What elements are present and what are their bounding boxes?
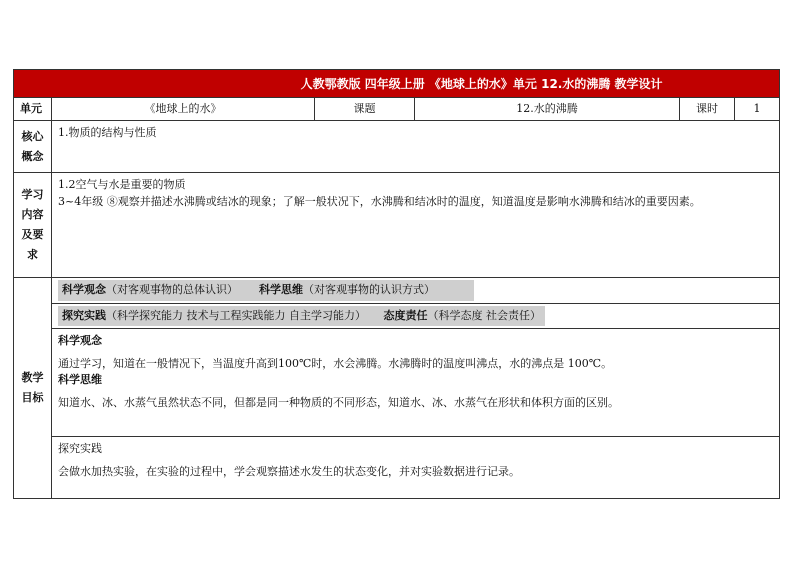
requirements-line1: 1.2空气与水是重要的物质 [58, 178, 186, 191]
goals-cell-2 [52, 437, 780, 499]
core-text: 1.物质的结构与性质 [52, 121, 780, 173]
dim-cell-2 [52, 303, 780, 329]
lesson-plan-sheet [13, 69, 779, 499]
document-title: 人教鄂教版 四年级上册 《地球上的水》单元 12.水的沸腾 教学设计 [14, 70, 780, 98]
requirements-label: 学习 内容 及要 求 [14, 173, 52, 278]
goals-label: 教学 目标 [14, 278, 52, 499]
header-row [14, 98, 780, 121]
goals-cell-1 [52, 329, 780, 437]
lesson-label: 课题 [315, 98, 415, 121]
requirements-cell [52, 173, 780, 278]
core-label: 核心 概念 [14, 121, 52, 173]
lesson-value: 12.水的沸腾 [415, 98, 680, 121]
s2-title: 科学思维 [58, 373, 102, 386]
lesson-plan-table [13, 69, 780, 499]
dim-highlight-2: 探究实践（科学探究能力 技术与工程实践能力 自主学习能力） 态度责任（科学态度 社会责任） [58, 306, 545, 327]
unit-value: 《地球上的水》 [52, 98, 315, 121]
requirements-line2: 3~4年级 ⑧观察并描述水沸腾或结冰的现象；了解一般状况下，水沸腾和结冰时的温度，知道温度是影响水沸腾和结冰的重要因素。 [58, 194, 701, 208]
s2-text: 知道水、冰、水蒸气虽然状态不同，但都是同一种物质的不同形态，知道水、冰、水蒸气在形状和体积方面的区别。 [58, 395, 619, 409]
period-value: 1 [735, 98, 780, 121]
requirements-row [14, 173, 780, 278]
dim-row-1 [14, 278, 780, 304]
s1-text: 通过学习，知道在一般情况下，当温度升高到100℃时，水会沸腾。水沸腾时的温度叫沸点，水的沸点是 100℃。 [58, 356, 613, 370]
dim-row-2 [14, 303, 780, 329]
core-row [14, 121, 780, 173]
unit-label: 单元 [14, 98, 52, 121]
goals-row-1 [14, 329, 780, 437]
period-label: 课时 [680, 98, 735, 121]
dim-cell-1 [52, 278, 780, 304]
s3-text: 会做水加热实验，在实验的过程中，学会观察描述水发生的状态变化，并对实验数据进行记录。 [58, 464, 520, 478]
title-row [14, 70, 780, 98]
s3-title: 探究实践 [58, 442, 102, 455]
dim-highlight-1: 科学观念（对客观事物的总体认识） 科学思维（对客观事物的认识方式） [58, 280, 474, 301]
s1-title: 科学观念 [58, 334, 102, 347]
goals-row-2 [14, 437, 780, 499]
